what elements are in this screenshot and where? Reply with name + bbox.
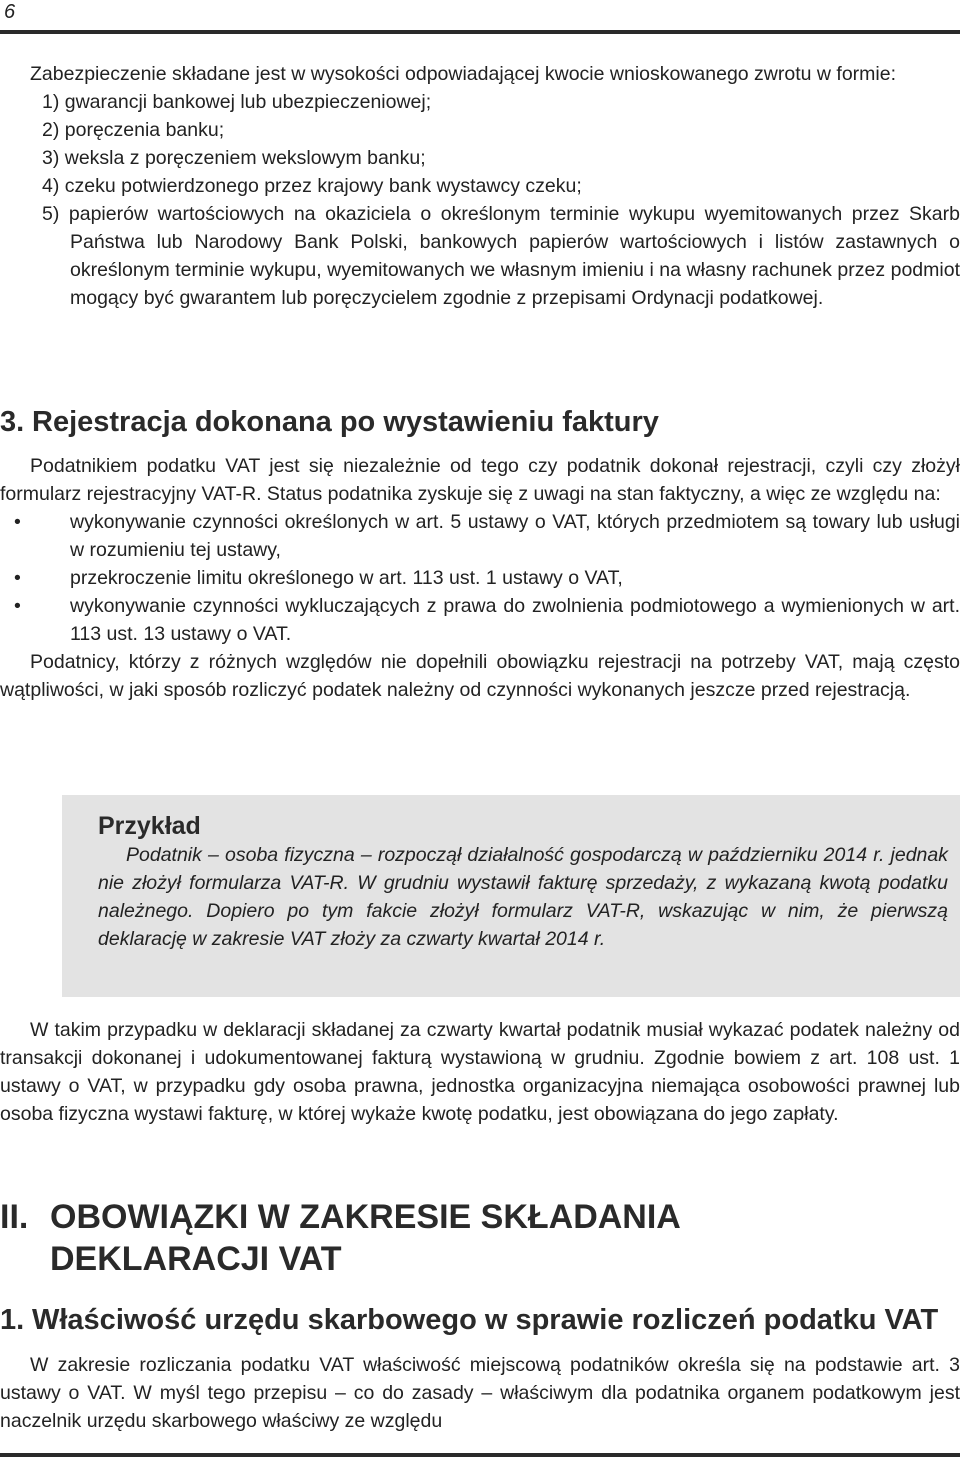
bullet-icon: • bbox=[14, 511, 21, 533]
after-example bbox=[0, 1016, 960, 1128]
list-item: 3) weksla z poręczeniem wekslowym banku; bbox=[42, 147, 426, 169]
chapter-title-line1: OBOWIĄZKI W ZAKRESIE SKŁADANIA bbox=[50, 1198, 681, 1236]
bullet-text: przekroczenie limitu określonego w art. 113 ust. 1 ustawy o VAT, bbox=[70, 567, 623, 589]
intro-block bbox=[0, 60, 960, 312]
bullet-item bbox=[0, 508, 960, 564]
example-title: Przykład bbox=[98, 812, 201, 840]
bullet-icon: • bbox=[14, 595, 21, 617]
chapter-title-line2: DEKLARACJI VAT bbox=[50, 1240, 342, 1278]
section-1 bbox=[0, 1302, 960, 1338]
example-box bbox=[62, 795, 960, 997]
intro-paragraph: Zabezpieczenie składane jest w wysokości odpowiadającej kwocie wnioskowanego zwrotu w formie: bbox=[30, 63, 897, 85]
list-item: 5) papierów wartościowych na okaziciela o określonym terminie wykupu wyemitowanych przez Skarb Państwa lub Narodowy Bank Polski, bankowych papierów wartościowych i listów zastawnych o określonym terminie wykupu, wyemitowanych we własnym imieniu i na własny rachunek przez podmiot mogący być gwarantem lub poręczycielem zgodnie z przepisami Ordynacji podatkowej. bbox=[42, 203, 960, 309]
chapter-number: II. bbox=[0, 1198, 29, 1236]
section-heading bbox=[0, 1302, 960, 1338]
chapter-heading bbox=[0, 1196, 960, 1280]
bullet-item bbox=[0, 564, 960, 592]
example-text: Podatnik – osoba fizyczna – rozpoczął działalność gospodarczą w październiku 2014 r. jednak nie złożył formularza VAT-R. W grudniu wystawił fakturę sprzedaży, z wykazaną kwotą podatku należnego. Dopiero po tym fakcie złożył formularz VAT-R, wskazując w nim, że pierwszą deklarację w zakresie VAT złoży za czwarty kwartał 2014 r. bbox=[98, 844, 948, 950]
section-number: 1. bbox=[0, 1304, 25, 1336]
bullet-list bbox=[0, 508, 960, 648]
section-paragraph: W zakresie rozliczania podatku VAT właściwość miejscową podatników określa się na podstawie art. 3 ustawy o VAT. W myśl tego przepisu – co do zasady – właściwym dla podatnika organem podatkowym jest naczelnik urzędu skarbowego właściwy ze względu bbox=[0, 1354, 960, 1432]
list-item: 2) poręczenia banku; bbox=[42, 119, 225, 141]
section-title: Właściwość urzędu skarbowego w sprawie rozliczeń podatku VAT bbox=[32, 1304, 939, 1336]
section-1-body bbox=[0, 1351, 960, 1435]
bullet-item bbox=[0, 592, 960, 648]
bullet-text: wykonywanie czynności wykluczających z prawa do zwolnienia podmiotowego a wymienionych w art. 113 ust. 13 ustawy o VAT. bbox=[70, 595, 960, 645]
list-item: 4) czeku potwierdzonego przez krajowy bank wystawcy czeku; bbox=[42, 175, 582, 197]
section-3 bbox=[0, 404, 960, 440]
list-item: 1) gwarancji bankowej lub ubezpieczeniowej; bbox=[42, 91, 432, 113]
page-number: 6 bbox=[4, 1, 16, 23]
intro-list bbox=[0, 88, 960, 312]
section-title: Rejestracja dokonana po wystawieniu faktury bbox=[32, 406, 659, 438]
chapter-title bbox=[0, 1196, 960, 1280]
top-rule bbox=[0, 30, 960, 34]
section-paragraph: Podatnikiem podatku VAT jest się niezależnie od tego czy podatnik dokonał rejestracji, czyli czy złożył formularz rejestracyjny VAT-R. Status podatnika zyskuje się z uwagi na stan faktyczny, a więc ze względu na: bbox=[0, 455, 960, 505]
section-3-body bbox=[0, 452, 960, 704]
bullet-text: wykonywanie czynności określonych w art. 5 ustawy o VAT, których przedmiotem są towary lub usługi w rozumieniu tej ustawy, bbox=[70, 511, 960, 561]
section-number: 3. bbox=[0, 406, 25, 438]
section-paragraph: Podatnicy, którzy z różnych względów nie dopełnili obowiązku rejestracji na potrzeby VAT, mają często wątpliwości, w jaki sposób rozliczyć podatek należny od czynności wykonanych jeszcze przed rejestracją. bbox=[0, 651, 960, 701]
section-heading bbox=[0, 404, 960, 440]
bottom-rule bbox=[0, 1453, 960, 1457]
body-paragraph: W takim przypadku w deklaracji składanej za czwarty kwartał podatnik musiał wykazać podatek należny od transakcji dokonanej i udokumentowanej fakturą wystawioną w grudniu. Zgodnie bowiem z art. 108 ust. 1 ustawy o VAT, w przypadku gdy osoba prawna, jednostka organizacyjna niemająca osobowości prawnej lub osoba fizyczna wystawi fakturę, w której wykaże kwotę podatku, jest obowiązana do jego zapłaty. bbox=[0, 1019, 960, 1125]
bullet-icon: • bbox=[14, 567, 21, 589]
